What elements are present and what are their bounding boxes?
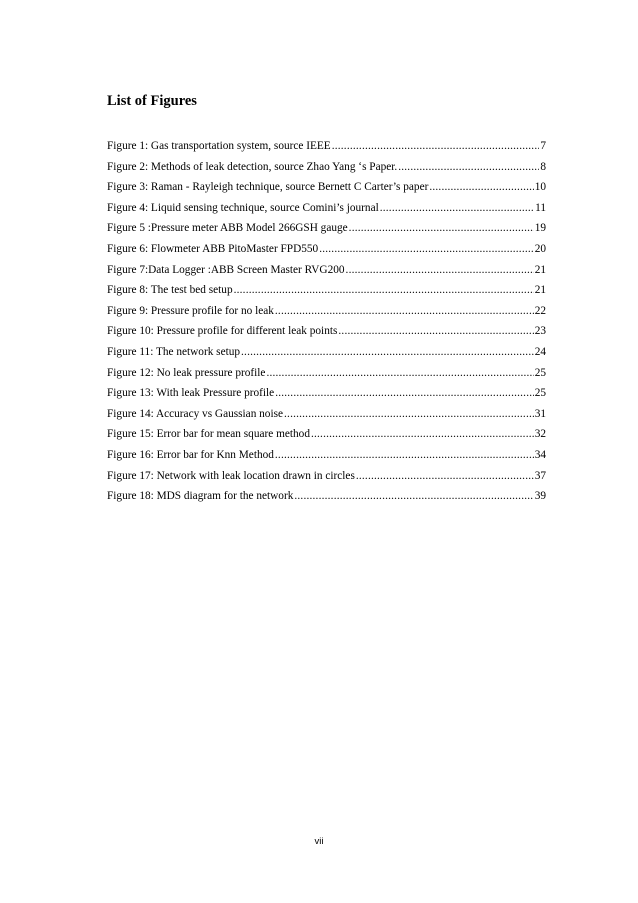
dot-leader: [338, 321, 533, 342]
figure-entry-title: Figure 10: Pressure profile for different leak points: [107, 325, 338, 338]
figure-entry[interactable]: [107, 301, 546, 322]
figure-entry-title: Figure 6: Flowmeter ABB PitoMaster FPD550: [107, 242, 319, 255]
figure-entry[interactable]: [107, 445, 546, 466]
figure-entry[interactable]: [107, 177, 546, 198]
figure-entry-page: 32: [534, 428, 546, 441]
figure-entry-title: Figure 16: Error bar for Knn Method: [107, 448, 274, 461]
dot-leader: [266, 363, 533, 384]
figure-entry-page: 25: [534, 387, 546, 400]
figure-entry-page: 8: [540, 160, 546, 173]
figure-entry[interactable]: [107, 239, 546, 260]
figure-entry[interactable]: [107, 260, 546, 281]
dot-leader: [275, 383, 534, 404]
dot-leader: [275, 445, 534, 466]
figure-entry-page: 21: [534, 284, 546, 297]
figure-entry[interactable]: [107, 218, 546, 239]
dot-leader: [349, 218, 534, 239]
figure-entry-title: Figure 9: Pressure profile for no leak: [107, 304, 274, 317]
dot-leader: [429, 177, 533, 198]
dot-leader: [380, 198, 534, 219]
figure-entry-title: Figure 8: The test bed setup: [107, 284, 233, 297]
dot-leader: [241, 342, 534, 363]
figure-entry[interactable]: [107, 342, 546, 363]
figure-entry-page: 39: [534, 490, 546, 503]
figure-entry[interactable]: [107, 280, 546, 301]
figure-entry-page: 20: [534, 242, 546, 255]
figure-entry-title: Figure 7:Data Logger :ABB Screen Master RVG200: [107, 263, 345, 276]
dot-leader: [319, 239, 534, 260]
figure-entry[interactable]: [107, 157, 546, 178]
dot-leader: [275, 301, 534, 322]
figure-list: [107, 136, 546, 507]
figure-entry[interactable]: [107, 136, 546, 157]
dot-leader: [294, 486, 533, 507]
figure-entry[interactable]: [107, 383, 546, 404]
dot-leader: [284, 404, 534, 425]
figure-entry[interactable]: [107, 198, 546, 219]
dot-leader: [234, 280, 534, 301]
figure-entry-title: Figure 13: With leak Pressure profile: [107, 387, 275, 400]
figure-entry-title: Figure 11: The network setup: [107, 345, 241, 358]
dot-leader: [346, 260, 534, 281]
figure-entry[interactable]: [107, 466, 546, 487]
figure-entry-title: Figure 17: Network with leak location drawn in circles: [107, 469, 355, 482]
figure-entry[interactable]: [107, 363, 546, 384]
dot-leader: [311, 424, 534, 445]
figure-entry-title: Figure 15: Error bar for mean square method: [107, 428, 310, 441]
figure-entry-page: 22: [534, 304, 546, 317]
figure-entry-title: Figure 1: Gas transportation system, source IEEE: [107, 140, 331, 152]
figure-entry-title: Figure 18: MDS diagram for the network: [107, 490, 294, 503]
figure-entry-page: 7: [540, 140, 546, 152]
figure-entry-page: 19: [534, 222, 546, 235]
figure-entry-title: Figure 3: Raman - Rayleigh technique, source Bernett C Carter’s paper: [107, 181, 429, 194]
figure-entry[interactable]: [107, 321, 546, 342]
figure-entry-page: 37: [534, 469, 546, 482]
figure-entry-title: Figure 4: Liquid sensing technique, source Comini’s journal: [107, 201, 379, 214]
figure-entry-page: 31: [534, 407, 546, 420]
page-number: vii: [314, 836, 324, 847]
figure-entry-title: Figure 5 :Pressure meter ABB Model 266GSH gauge: [107, 222, 348, 235]
figure-entry-page: 23: [534, 325, 546, 338]
figure-entry-title: Figure 14: Accuracy vs Gaussian noise: [107, 407, 284, 420]
figure-entry-page: 10: [534, 181, 546, 194]
figure-entry[interactable]: [107, 424, 546, 445]
figure-entry-page: 11: [535, 201, 546, 214]
list-of-figures-heading: List of Figures: [107, 93, 197, 109]
figure-entry[interactable]: [107, 404, 546, 425]
figure-entry-title: Figure 2: Methods of leak detection, source Zhao Yang ‘s Paper.: [107, 160, 398, 173]
dot-leader: [398, 157, 539, 178]
figure-entry-page: 24: [534, 345, 546, 358]
dot-leader: [332, 136, 540, 157]
figure-entry[interactable]: [107, 486, 546, 507]
figure-entry-page: 34: [534, 448, 546, 461]
dot-leader: [356, 466, 534, 487]
figure-entry-page: 25: [534, 366, 546, 379]
figure-entry-title: Figure 12: No leak pressure profile: [107, 366, 266, 379]
figure-entry-page: 21: [534, 263, 546, 276]
